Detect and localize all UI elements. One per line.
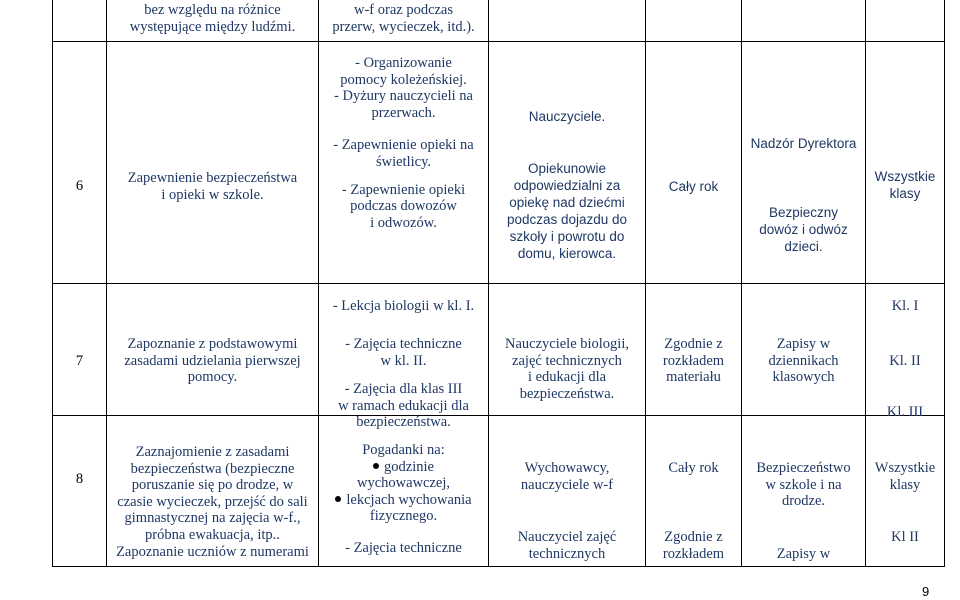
list-item: lekcjach wychowania fizycznego. xyxy=(319,492,488,525)
task-cell: Zaznajomienie z zasadami bezpieczeństwa (bezpieczne poruszanie się po drodze, w czasie wycieczek, przejść do sali gimnastycznej na zajęcia w-f., próbna ewakuacja, itp.. Zapoznanie uczniów z numerami xyxy=(116,444,309,560)
classes-cell-2: Kl. III xyxy=(886,404,924,420)
row-number: 8 xyxy=(75,471,84,487)
row-divider xyxy=(52,283,945,284)
bullet-icon xyxy=(335,496,341,502)
classes-cell-2: Kl II xyxy=(891,529,919,545)
term-cell-2: Zgodnie z rozkładem xyxy=(662,529,725,562)
result-cell: Zapisy w dziennikach klasowych xyxy=(768,336,839,386)
result-cell: Nadzór Dyrektora xyxy=(750,136,857,151)
term-cell: Zgodnie z rozkładem materiału xyxy=(662,336,725,386)
forms-bullet-list xyxy=(319,459,488,525)
result-cell: Bezpieczeństwo w szkole i na drodze. xyxy=(756,460,851,510)
term-cell: Cały rok xyxy=(668,460,719,476)
row-number: 7 xyxy=(75,353,84,369)
task-cell: Zapewnienie bezpieczeństwa i opieki w szkole. xyxy=(127,170,298,203)
responsible-cell: Opiekunowie odpowiedzialni za opiekę nad dziećmi podczas dojazdu do szkoły i powrotu do domu, kierowca. xyxy=(506,161,628,261)
responsible-cell: Wychowawcy, nauczyciele w-f xyxy=(520,460,614,493)
page-number: 9 xyxy=(922,584,930,599)
classes-cell-top: Kl. I xyxy=(891,298,919,314)
responsible-cell-2: Nauczyciel zajęć technicznych xyxy=(517,529,617,562)
forms-cell-top: - Lekcja biologii w kl. I. xyxy=(332,298,475,314)
classes-cell: Wszystkie klasy xyxy=(874,169,936,201)
task-cell: Zapoznanie z podstawowymi zasadami udzielania pierwszej pomocy. xyxy=(124,336,301,386)
row-divider xyxy=(52,41,945,42)
responsible-cell-top: Nauczyciele. xyxy=(528,109,606,124)
term-cell: Cały rok xyxy=(668,179,719,194)
bullet-icon xyxy=(373,463,379,469)
forms-cell: - Zajęcia techniczne w kl. II. - Zajęcia dla klas III w ramach edukacji dla bezpieczeństwa. xyxy=(338,336,469,431)
forms-cell: - Organizowanie pomocy koleżeńskiej. - Dyżury nauczycieli na przerwach. - Zapewnienie opieki na świetlicy. - Zapewnienie opieki podczas dowozów i odwozów. xyxy=(333,55,474,231)
row-number: 6 xyxy=(75,178,84,194)
responsible-cell: Nauczyciele biologii, zajęć technicznych i edukacji dla bezpieczeństwa. xyxy=(504,336,629,402)
classes-cell: Wszystkie klasy xyxy=(874,460,936,493)
result-cell-bottom: Bezpieczny dowóz i odwóz dzieci. xyxy=(759,205,848,254)
classes-cell: Kl. II xyxy=(889,353,921,369)
table-border-bottom xyxy=(52,566,945,567)
result-cell-2: Zapisy w xyxy=(776,546,831,562)
top-task-cell: bez względu na różnice występujące między ludźmi. xyxy=(129,2,296,35)
top-forms-cell: w-f oraz podczas przerw, wycieczek, itd.). xyxy=(332,2,475,35)
list-item: godzinie wychowawczej, xyxy=(357,458,450,492)
forms-cell: Pogadanki na: godzinie wychowawczej, lekcjach wychowania fizycznego. - Zajęcia techniczne xyxy=(319,442,488,557)
row-divider xyxy=(52,415,945,416)
